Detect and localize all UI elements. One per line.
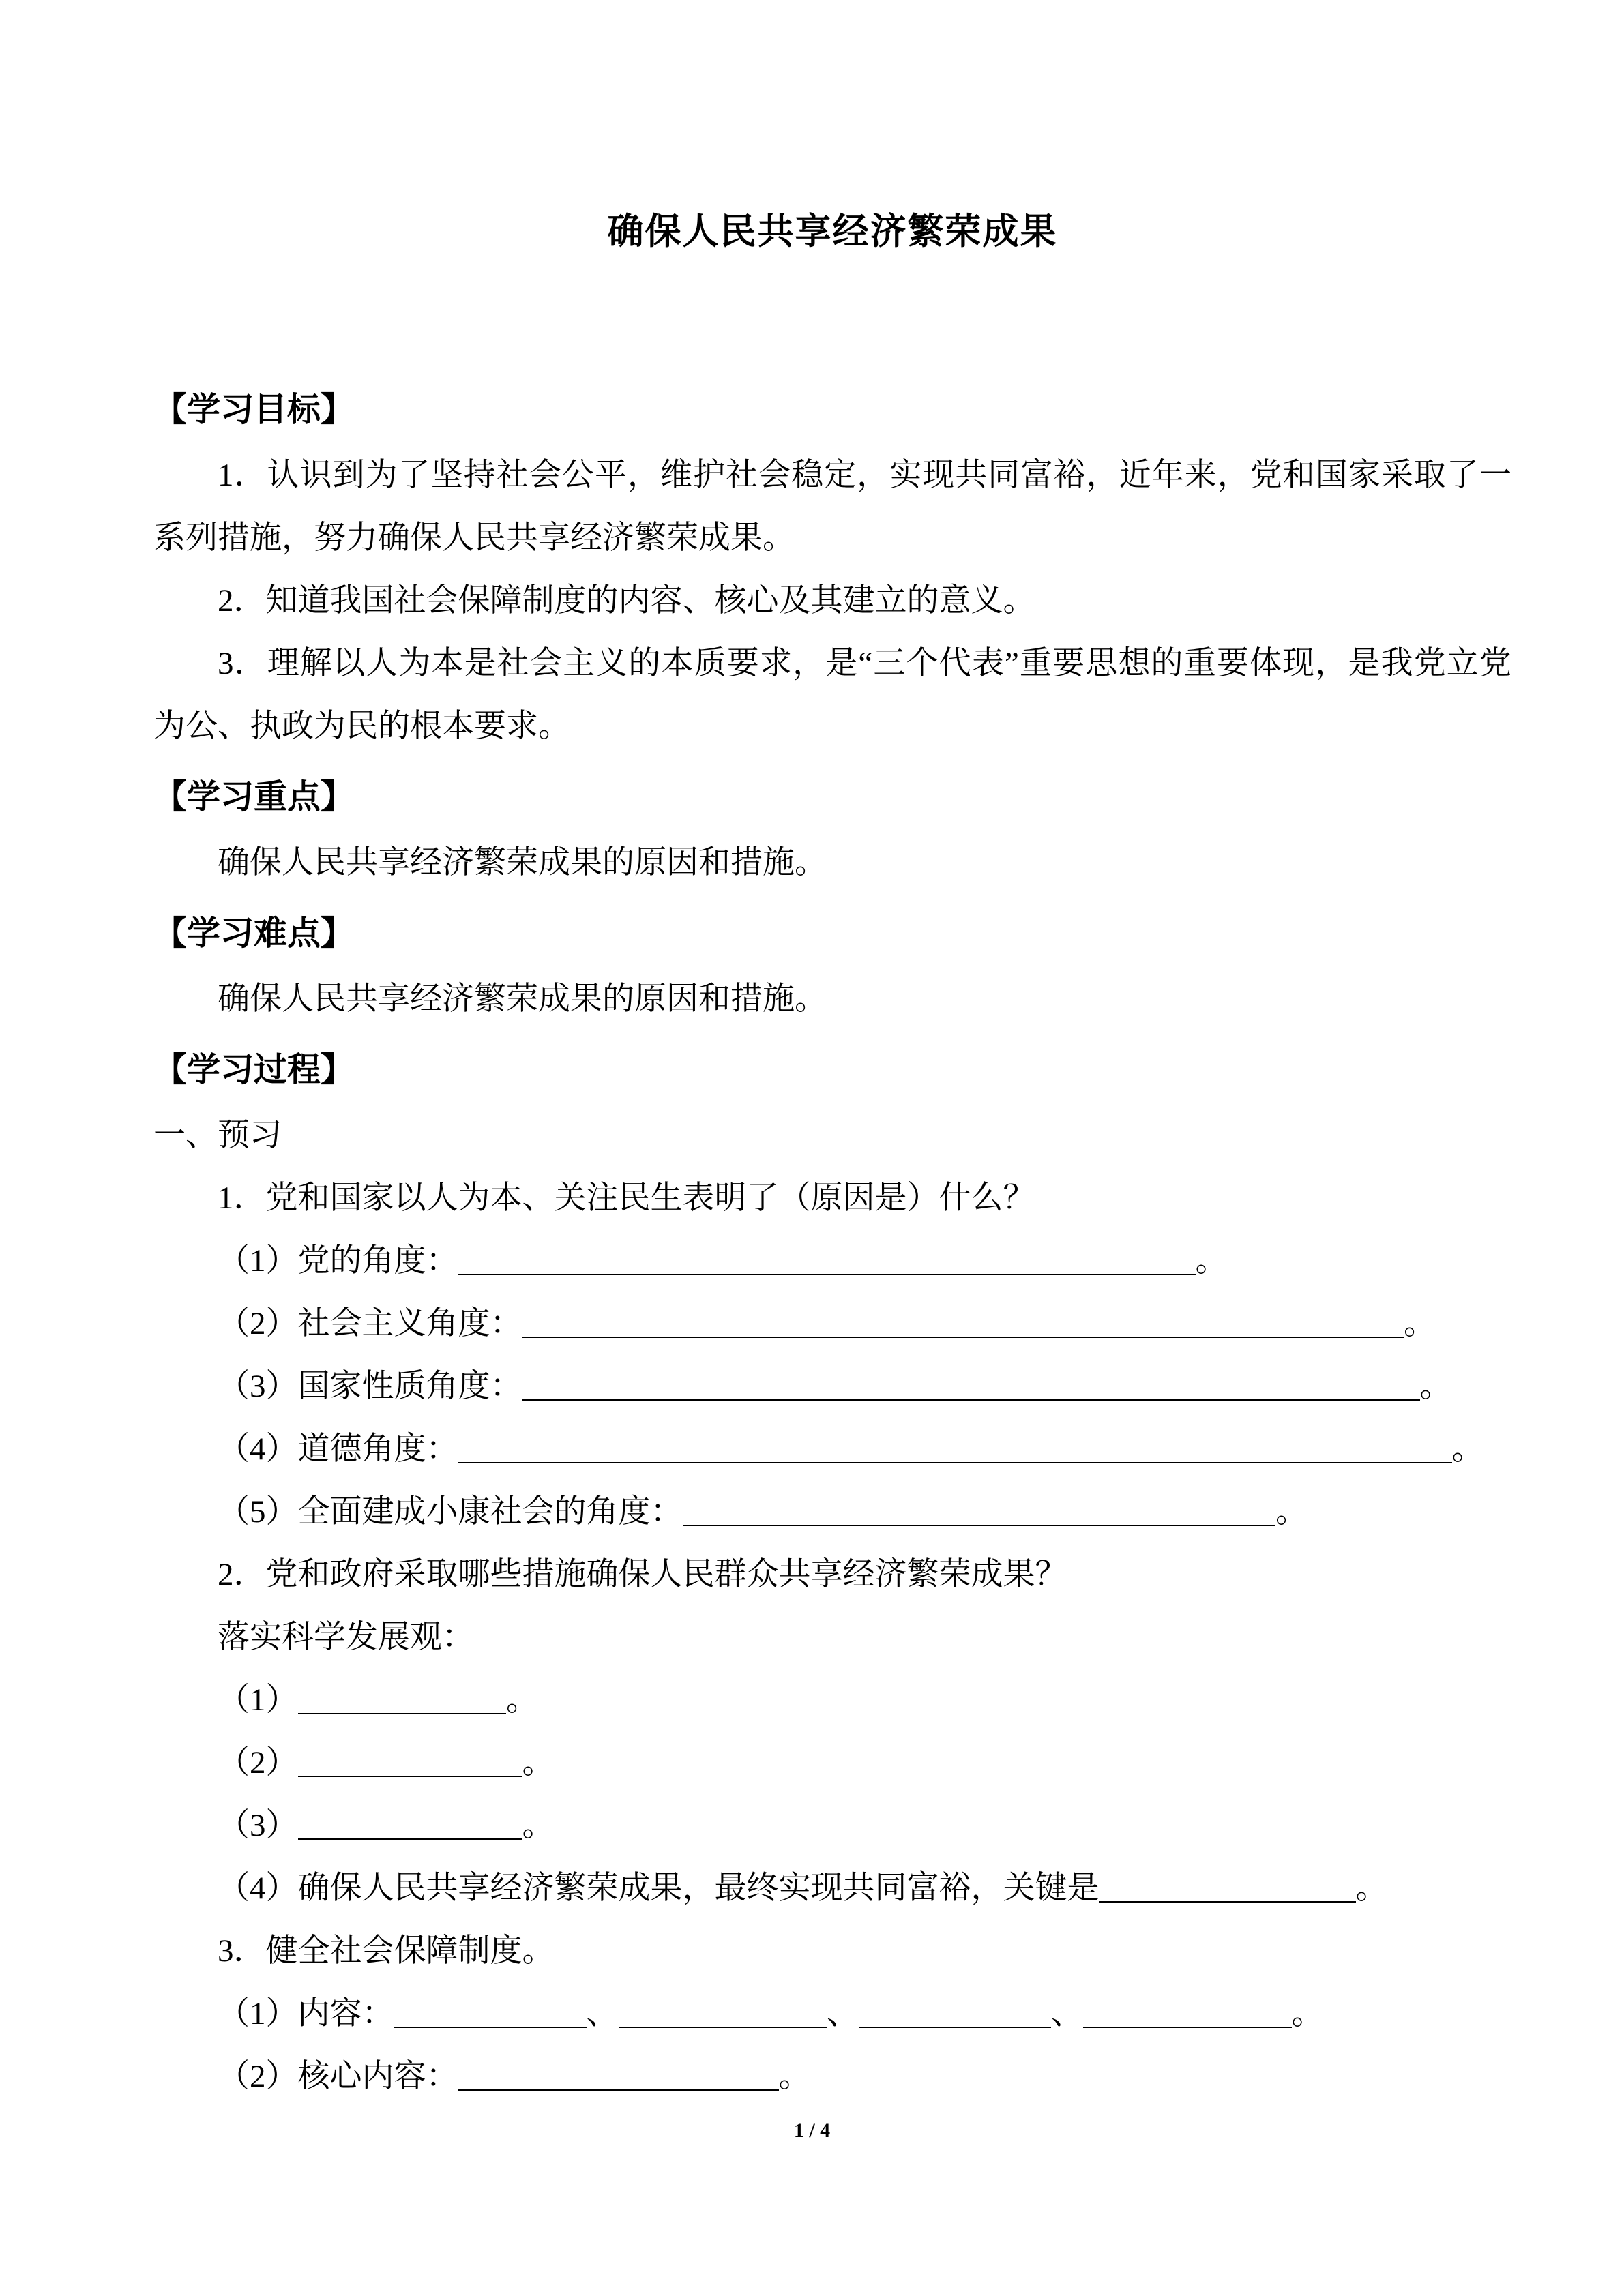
fill-in-blank xyxy=(859,1996,1051,2028)
key-points-text: 确保人民共享经济繁荣成果的原因和措施。 xyxy=(218,845,827,880)
preview-label: 一、预习 xyxy=(153,1118,282,1153)
line-text: （3）国家性质角度： xyxy=(218,1369,522,1404)
line-text: 。 xyxy=(506,1682,538,1718)
line-text: 。 xyxy=(1419,1369,1452,1404)
line-text: 。 xyxy=(778,2059,811,2094)
fill-in-line xyxy=(153,1982,1511,2045)
difficulties-text: 确保人民共享经济繁荣成果的原因和措施。 xyxy=(218,981,827,1017)
line-text: （2）社会主义角度： xyxy=(218,1306,522,1341)
fill-in-blank xyxy=(522,1369,1420,1401)
line-text: （1）党的角度： xyxy=(218,1243,458,1279)
fill-in-blank xyxy=(298,1808,522,1840)
section-heading-key-points: 【学习重点】 xyxy=(153,778,355,816)
objective-item-2: 2．知道我国社会保障制度的内容、核心及其建立的意义。 xyxy=(218,583,1035,618)
fill-in-blank xyxy=(619,1996,827,2028)
page-number: 1 / 4 xyxy=(793,2119,831,2142)
fill-in-line xyxy=(153,1669,1511,1731)
fill-in-blank xyxy=(1099,1870,1356,1903)
line-text: （1） xyxy=(218,1682,298,1718)
question-3-blank-lines xyxy=(153,1982,1511,2108)
line-text: （3） xyxy=(218,1808,298,1843)
line-text: 。 xyxy=(1291,1996,1324,2031)
document-title: 确保人民共享经济繁荣成果 xyxy=(607,212,1058,252)
fill-in-line xyxy=(153,1355,1511,1418)
section-heading-process: 【学习过程】 xyxy=(153,1051,355,1088)
fill-in-blank xyxy=(683,1494,1276,1526)
line-text: 。 xyxy=(1195,1243,1228,1279)
fill-in-blank xyxy=(458,1431,1452,1463)
question-2-blank-lines xyxy=(153,1669,1511,1920)
line-text: 。 xyxy=(522,1808,555,1843)
question-1: 1．党和国家以人为本、关注民生表明了（原因是）什么？ xyxy=(218,1180,1035,1216)
fill-in-line xyxy=(153,1857,1511,1920)
line-text: 。 xyxy=(1404,1306,1436,1341)
line-text: 。 xyxy=(1275,1494,1308,1530)
fill-in-blank xyxy=(298,1682,507,1714)
question-1-blank-lines xyxy=(153,1229,1511,1543)
fill-in-line xyxy=(153,1229,1511,1292)
fill-in-line xyxy=(153,1731,1511,1794)
section-heading-objectives: 【学习目标】 xyxy=(153,391,355,428)
fill-in-line xyxy=(153,1480,1511,1543)
line-text: 。 xyxy=(522,1745,555,1780)
line-text: 、 xyxy=(1051,1996,1083,2031)
fill-in-line xyxy=(153,1418,1511,1480)
question-2-lead: 落实科学发展观： xyxy=(218,1620,474,1655)
question-2: 2．党和政府采取哪些措施确保人民群众共享经济繁荣成果？ xyxy=(218,1557,1067,1592)
section-heading-difficulties: 【学习难点】 xyxy=(153,914,355,952)
line-text: 。 xyxy=(1355,1870,1388,1906)
line-text: 、 xyxy=(586,1996,619,2031)
fill-in-blank xyxy=(458,1243,1196,1275)
line-text: （2）核心内容： xyxy=(218,2059,458,2094)
objective-item-1: 1．认识到为了坚持社会公平，维护社会稳定，实现共同富裕，近年来，党和国家采取了一系列措施，努力确保人民共享经济繁荣成果。 xyxy=(153,458,1511,556)
fill-in-line xyxy=(153,1292,1511,1355)
fill-in-blank xyxy=(298,1745,522,1777)
fill-in-blank xyxy=(458,2059,779,2091)
line-text: （5）全面建成小康社会的角度： xyxy=(218,1494,683,1530)
line-text: 。 xyxy=(1451,1431,1484,1467)
fill-in-blank xyxy=(394,1996,587,2028)
line-text: （4）道德角度： xyxy=(218,1431,458,1467)
fill-in-blank xyxy=(1083,1996,1292,2028)
question-3: 3．健全社会保障制度。 xyxy=(218,1933,555,1969)
fill-in-line xyxy=(153,1794,1511,1857)
objective-item-3: 3．理解以人为本是社会主义的本质要求，是“三个代表”重要思想的重要体现，是我党立党为公、执政为民的根本要求。 xyxy=(153,646,1511,744)
line-text: （4）确保人民共享经济繁荣成果，最终实现共同富裕，关键是 xyxy=(218,1870,1099,1906)
line-text: 、 xyxy=(827,1996,859,2031)
fill-in-line xyxy=(153,2045,1511,2108)
fill-in-blank xyxy=(522,1306,1404,1338)
line-text: （2） xyxy=(218,1745,298,1780)
line-text: （1）内容： xyxy=(218,1996,394,2031)
